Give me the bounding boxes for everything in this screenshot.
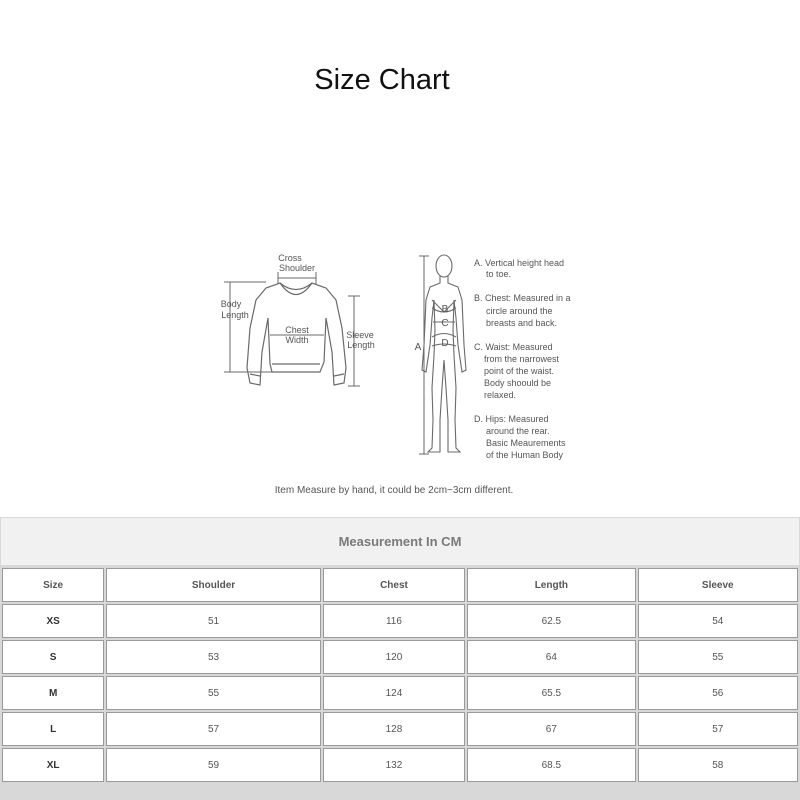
size-cell: M xyxy=(2,676,104,710)
shoulder-cell: 55 xyxy=(106,676,321,710)
column-header-sleeve: Sleeve xyxy=(638,568,798,602)
body-length-label-2: Length xyxy=(221,310,249,320)
measurement-legend xyxy=(474,258,571,460)
size-cell: L xyxy=(2,712,104,746)
length-cell: 68.5 xyxy=(467,748,635,782)
legend-c-2: from the narrowest xyxy=(484,354,560,364)
legend-d-1: D. Hips: Measured xyxy=(474,414,549,424)
table-row xyxy=(2,676,798,710)
column-header-chest: Chest xyxy=(323,568,465,602)
shoulder-cell: 53 xyxy=(106,640,321,674)
sleeve-length-label-2: Length xyxy=(347,340,375,350)
page-title: Size Chart xyxy=(314,64,450,96)
chest-width-label-2: Width xyxy=(285,335,309,345)
size-cell: XS xyxy=(2,604,104,638)
legend-b-2: circle around the xyxy=(486,306,553,316)
shoulder-cell: 51 xyxy=(106,604,321,638)
size-cell: XL xyxy=(2,748,104,782)
legend-c-5: relaxed. xyxy=(484,390,517,400)
chest-width-label-1: Chest xyxy=(285,325,309,335)
length-cell: 67 xyxy=(467,712,635,746)
body-length-label-1: Body xyxy=(220,299,242,309)
human-figure-lines xyxy=(419,256,429,454)
legend-d-4: of the Human Body xyxy=(486,450,564,460)
human-figure xyxy=(422,255,466,452)
table-row xyxy=(2,712,798,746)
size-cell: S xyxy=(2,640,104,674)
legend-a-2: to toe. xyxy=(486,269,512,279)
length-cell: 64 xyxy=(467,640,635,674)
cross-shoulder-label-2: Shoulder xyxy=(278,263,316,273)
shoulder-cell: 57 xyxy=(106,712,321,746)
legend-c-4: Body shoould be xyxy=(484,378,552,388)
legend-c-3: point of the waist. xyxy=(484,366,555,376)
table-header-row xyxy=(2,568,798,602)
sleeve-length-label-1: Sleeve xyxy=(346,330,374,340)
cross-shoulder-label-1: Cross xyxy=(278,253,302,263)
sleeve-cell: 56 xyxy=(638,676,798,710)
chest-cell: 120 xyxy=(323,640,465,674)
chest-cell: 132 xyxy=(323,748,465,782)
legend-d-3: Basic Meaurements xyxy=(486,438,566,448)
column-header-shoulder: Shoulder xyxy=(106,568,321,602)
marker-a: A xyxy=(414,342,422,353)
marker-d: D xyxy=(441,338,449,349)
marker-c: C xyxy=(441,318,449,329)
marker-b: B xyxy=(441,304,449,315)
measure-note: Item Measure by hand, it could be 2cm~3cm different. xyxy=(274,485,514,496)
column-header-size: Size xyxy=(2,568,104,602)
chest-cell: 128 xyxy=(323,712,465,746)
table-caption: Measurement In CM xyxy=(1,518,799,565)
legend-a-1: A. Vertical height head xyxy=(474,258,565,268)
chest-cell: 124 xyxy=(323,676,465,710)
legend-c-1: C. Waist: Measured xyxy=(474,342,553,352)
table-row xyxy=(2,748,798,782)
sleeve-cell: 57 xyxy=(638,712,798,746)
sleeve-cell: 58 xyxy=(638,748,798,782)
legend-d-2: around the rear. xyxy=(486,426,550,436)
sleeve-cell: 55 xyxy=(638,640,798,674)
chest-cell: 116 xyxy=(323,604,465,638)
table-row xyxy=(2,604,798,638)
garment-labels xyxy=(221,253,375,350)
legend-b-1: B. Chest: Measured in a xyxy=(474,293,571,303)
length-cell: 65.5 xyxy=(467,676,635,710)
size-table xyxy=(0,566,800,784)
column-header-length: Length xyxy=(467,568,635,602)
sleeve-cell: 54 xyxy=(638,604,798,638)
length-cell: 62.5 xyxy=(467,604,635,638)
legend-b-3: breasts and back. xyxy=(486,318,558,328)
table-row xyxy=(2,640,798,674)
size-table-container xyxy=(0,517,800,800)
shoulder-cell: 59 xyxy=(106,748,321,782)
